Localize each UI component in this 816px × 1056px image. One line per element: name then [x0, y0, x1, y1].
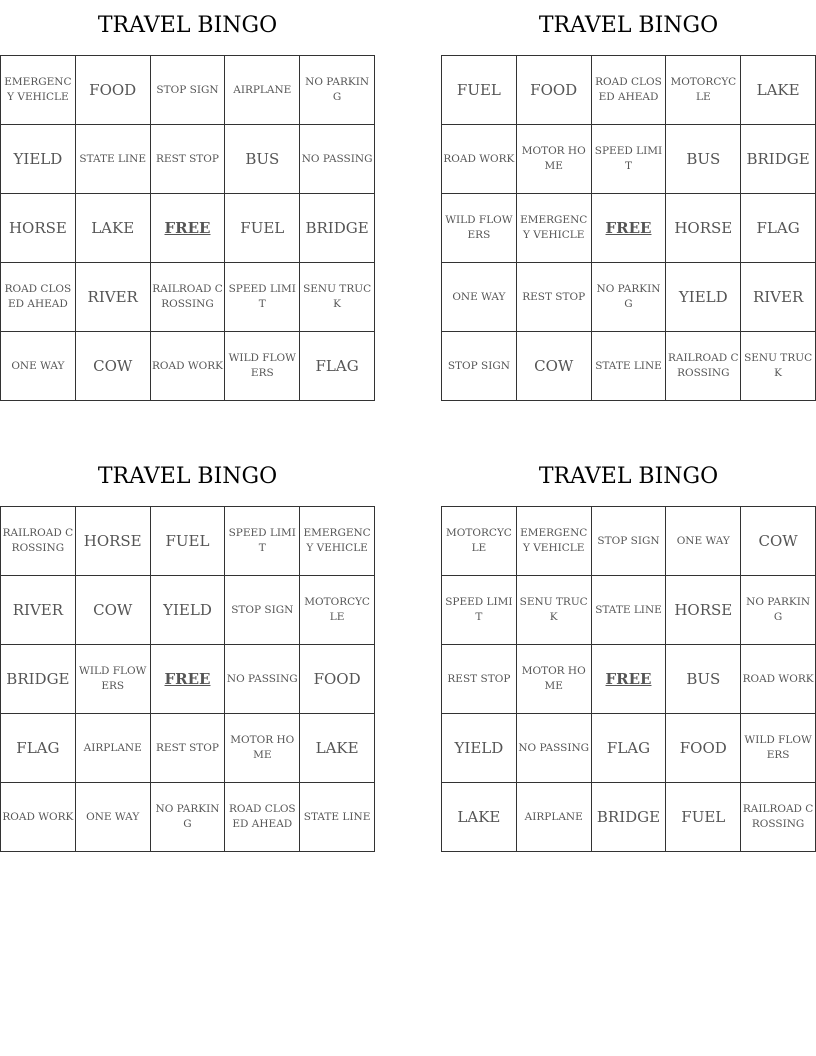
bingo-cell-label: BRIDGE	[305, 218, 369, 237]
bingo-cell	[516, 645, 591, 714]
bingo-cell-label: ROAD CLOSED AHEAD	[595, 76, 662, 103]
bingo-cell	[516, 714, 591, 783]
bingo-cell	[150, 332, 225, 401]
bingo-row	[442, 56, 816, 125]
bingo-cell	[442, 194, 517, 263]
bingo-cell	[591, 332, 666, 401]
bingo-cell	[300, 576, 375, 645]
bingo-cell	[300, 645, 375, 714]
bingo-cell-label: ROAD CLOSED AHEAD	[4, 283, 72, 310]
bingo-cell-label: MOTOR HOME	[521, 665, 586, 692]
bingo-cell	[1, 194, 76, 263]
bingo-cell	[150, 645, 225, 714]
bingo-cell	[442, 263, 517, 332]
bingo-cell-label: STOP SIGN	[597, 534, 660, 547]
bingo-row	[1, 194, 375, 263]
bingo-cell	[300, 125, 375, 194]
bingo-cell	[741, 783, 816, 852]
bingo-cell	[75, 714, 150, 783]
bingo-cell	[300, 332, 375, 401]
free-space-label: FREE	[605, 218, 652, 237]
bingo-grid	[0, 55, 375, 401]
bingo-row	[442, 576, 816, 645]
card-title: TRAVEL BINGO	[538, 13, 719, 38]
bingo-cell	[75, 332, 150, 401]
bingo-cell-label: YIELD	[454, 738, 504, 757]
bingo-cell-label: COW	[758, 531, 798, 550]
bingo-cell-label: LAKE	[457, 807, 501, 826]
bingo-cell	[442, 507, 517, 576]
bingo-cell-label: SPEED LIMIT	[445, 596, 513, 623]
bingo-cell-label: NO PARKING	[596, 283, 661, 310]
bingo-cell	[442, 714, 517, 783]
bingo-cell	[741, 645, 816, 714]
bingo-cell-label: FUEL	[456, 80, 501, 99]
bingo-cell-label: MOTOR HOME	[521, 145, 586, 172]
bingo-cell	[300, 194, 375, 263]
bingo-cell-label: RAILROAD CROSSING	[152, 283, 223, 310]
bingo-cell-label: AIRPLANE	[233, 83, 292, 96]
bingo-cell-label: FUEL	[165, 531, 210, 550]
bingo-cell-label: REST STOP	[447, 672, 511, 685]
bingo-cell-label: SPEED LIMIT	[228, 283, 296, 310]
bingo-cell-label: REST STOP	[156, 152, 219, 165]
bingo-cell-label: LAKE	[756, 80, 800, 99]
bingo-cell	[442, 645, 517, 714]
bingo-cell-label: EMERGENCY VEHICLE	[4, 76, 72, 103]
bingo-cell-label: YIELD	[13, 149, 63, 168]
bingo-cell	[442, 783, 517, 852]
bingo-row	[1, 783, 375, 852]
bingo-cell	[225, 645, 300, 714]
bingo-row	[1, 714, 375, 783]
bingo-cell	[666, 714, 741, 783]
bingo-cell	[741, 194, 816, 263]
bingo-cell	[666, 507, 741, 576]
bingo-cell-label: EMERGENCY VEHICLE	[303, 527, 371, 554]
bingo-cell	[741, 714, 816, 783]
bingo-cell-label: LAKE	[91, 218, 135, 237]
bingo-cell	[591, 56, 666, 125]
bingo-row	[442, 194, 816, 263]
bingo-cell-label: RIVER	[752, 287, 804, 306]
bingo-cell-label: AIRPLANE	[524, 810, 583, 823]
bingo-cell-label: MOTOR HOME	[230, 734, 295, 761]
bingo-row	[442, 645, 816, 714]
bingo-cell	[75, 56, 150, 125]
bingo-cell-label: ROAD WORK	[742, 672, 814, 685]
bingo-cell-label: COW	[534, 356, 574, 375]
bingo-cell-label: RAILROAD CROSSING	[2, 527, 74, 554]
bingo-cell	[666, 645, 741, 714]
bingo-cell-label: SPEED LIMIT	[594, 145, 663, 172]
bingo-cell-label: HORSE	[674, 218, 733, 237]
bingo-cell	[1, 645, 76, 714]
bingo-cell-label: FLAG	[315, 356, 359, 375]
bingo-row	[442, 263, 816, 332]
bingo-cell-label: MOTORCYCLE	[304, 596, 370, 623]
card-title: TRAVEL BINGO	[97, 13, 278, 38]
bingo-cell-label: ONE WAY	[86, 810, 140, 823]
bingo-cell	[516, 56, 591, 125]
bingo-cell	[300, 56, 375, 125]
bingo-cell	[150, 714, 225, 783]
bingo-cell-label: STATE LINE	[595, 603, 662, 616]
bingo-cell-label: YIELD	[678, 287, 728, 306]
bingo-card-4	[441, 451, 816, 852]
bingo-cell	[666, 194, 741, 263]
bingo-cell-label: RAILROAD CROSSING	[668, 352, 739, 379]
bingo-cell-label: COW	[93, 600, 133, 619]
bingo-cell	[741, 507, 816, 576]
bingo-cell-label: WILD FLOWERS	[228, 352, 296, 379]
bingo-cell-label: ONE WAY	[11, 359, 65, 372]
bingo-row	[442, 714, 816, 783]
bingo-cell-label: SENU TRUCK	[744, 352, 813, 379]
bingo-cell	[75, 125, 150, 194]
bingo-cell	[225, 576, 300, 645]
free-space-label: FREE	[164, 669, 211, 688]
bingo-cell	[1, 714, 76, 783]
bingo-cell-label: RIVER	[87, 287, 138, 306]
bingo-cell	[225, 263, 300, 332]
bingo-cell	[225, 56, 300, 125]
bingo-cell	[666, 56, 741, 125]
bingo-cell-label: ROAD WORK	[151, 359, 223, 372]
bingo-cell	[225, 714, 300, 783]
bingo-cell-label: FOOD	[679, 738, 727, 757]
bingo-cell	[75, 783, 150, 852]
bingo-cell	[741, 263, 816, 332]
bingo-cell-label: STOP SIGN	[447, 359, 510, 372]
bingo-row	[1, 576, 375, 645]
bingo-cell-label: MOTORCYCLE	[670, 76, 737, 103]
bingo-row	[442, 332, 816, 401]
bingo-cell	[225, 783, 300, 852]
bingo-cell	[75, 576, 150, 645]
bingo-cell-label: NO PARKING	[155, 803, 220, 830]
bingo-cell-label: STATE LINE	[595, 359, 662, 372]
bingo-row	[442, 783, 816, 852]
bingo-cell	[516, 507, 591, 576]
bingo-cell	[75, 507, 150, 576]
bingo-cell	[1, 125, 76, 194]
bingo-cell	[225, 194, 300, 263]
bingo-cell	[300, 783, 375, 852]
bingo-cell	[225, 125, 300, 194]
bingo-cell-label: FOOD	[313, 669, 361, 688]
bingo-cell	[591, 645, 666, 714]
bingo-cell	[1, 263, 76, 332]
bingo-cell	[516, 125, 591, 194]
bingo-cell	[442, 125, 517, 194]
bingo-cell-label: STOP SIGN	[156, 83, 219, 96]
bingo-cell	[1, 783, 76, 852]
bingo-cell-label: WILD FLOWERS	[79, 665, 147, 692]
bingo-cell	[150, 56, 225, 125]
bingo-card-1	[0, 0, 375, 401]
bingo-cell-label: FUEL	[681, 807, 726, 826]
bingo-cell	[442, 332, 517, 401]
bingo-cell-label: STATE LINE	[79, 152, 146, 165]
bingo-cell-label: ROAD CLOSED AHEAD	[228, 803, 296, 830]
bingo-cell	[591, 576, 666, 645]
bingo-cell-label: EMERGENCY VEHICLE	[520, 214, 588, 241]
bingo-cell	[300, 714, 375, 783]
bingo-row	[442, 125, 816, 194]
bingo-cell	[591, 194, 666, 263]
bingo-cell-label: BRIDGE	[596, 807, 661, 826]
bingo-cell	[591, 714, 666, 783]
card-title: TRAVEL BINGO	[538, 464, 719, 489]
bingo-cell	[150, 783, 225, 852]
bingo-cell-label: HORSE	[83, 531, 142, 550]
bingo-cell	[1, 576, 76, 645]
bingo-cell	[442, 576, 517, 645]
bingo-cell	[516, 332, 591, 401]
bingo-cell	[741, 332, 816, 401]
bingo-cell-label: LAKE	[315, 738, 359, 757]
bingo-cell-label: NO PASSING	[226, 672, 298, 685]
free-space-label: FREE	[164, 218, 211, 237]
bingo-cell-label: SENU TRUCK	[303, 283, 372, 310]
bingo-cell-label: HORSE	[674, 600, 733, 619]
bingo-cell	[516, 783, 591, 852]
bingo-cell	[591, 263, 666, 332]
bingo-cell-label: WILD FLOWERS	[445, 214, 513, 241]
bingo-cell	[150, 263, 225, 332]
bingo-cell	[516, 194, 591, 263]
bingo-cell-label: BRIDGE	[746, 149, 810, 168]
bingo-cell-label: ROAD WORK	[443, 152, 515, 165]
bingo-cell	[75, 645, 150, 714]
bingo-cell	[516, 263, 591, 332]
bingo-cell-label: FLAG	[16, 738, 60, 757]
bingo-cell-label: MOTORCYCLE	[446, 527, 512, 554]
bingo-cell	[591, 125, 666, 194]
bingo-cell-label: FOOD	[89, 80, 137, 99]
bingo-cell-label: STATE LINE	[303, 810, 371, 823]
bingo-cell-label: BRIDGE	[6, 669, 70, 688]
bingo-cell	[1, 332, 76, 401]
bingo-row	[1, 125, 375, 194]
bingo-cell-label: YIELD	[163, 600, 212, 619]
bingo-cell-label: ROAD WORK	[2, 810, 74, 823]
bingo-cell	[666, 576, 741, 645]
bingo-cell	[591, 507, 666, 576]
bingo-cell	[150, 125, 225, 194]
bingo-cell	[442, 56, 517, 125]
bingo-card-3	[0, 451, 375, 852]
bingo-cell-label: FUEL	[240, 218, 285, 237]
bingo-cell-label: HORSE	[8, 218, 67, 237]
bingo-cell-label: FOOD	[530, 80, 578, 99]
bingo-cell-label: BUS	[686, 669, 721, 688]
bingo-cell	[150, 194, 225, 263]
bingo-grid	[441, 506, 816, 852]
bingo-cell	[516, 576, 591, 645]
bingo-cell	[225, 332, 300, 401]
bingo-cell-label: COW	[93, 356, 133, 375]
bingo-cell	[75, 263, 150, 332]
bingo-cell-label: RAILROAD CROSSING	[742, 803, 814, 830]
bingo-cell-label: NO PARKING	[746, 596, 811, 623]
bingo-cell	[300, 263, 375, 332]
bingo-cell-label: BUS	[245, 149, 280, 168]
bingo-cell-label: EMERGENCY VEHICLE	[520, 527, 588, 554]
bingo-grid	[441, 55, 816, 401]
bingo-cell-label: ONE WAY	[452, 290, 506, 303]
bingo-cell-label: REST STOP	[156, 741, 219, 754]
bingo-cell-label: ONE WAY	[676, 534, 730, 547]
bingo-cell	[150, 576, 225, 645]
bingo-cell-label: RIVER	[12, 600, 64, 619]
bingo-cell-label: NO PASSING	[301, 152, 373, 165]
bingo-cell-label: FLAG	[756, 218, 800, 237]
bingo-cell-label: SENU TRUCK	[519, 596, 588, 623]
bingo-cell-label: SPEED LIMIT	[228, 527, 296, 554]
bingo-cell	[666, 263, 741, 332]
bingo-cell	[591, 783, 666, 852]
bingo-cell-label: AIRPLANE	[83, 741, 142, 754]
bingo-grid	[0, 506, 375, 852]
bingo-cell	[741, 125, 816, 194]
bingo-row	[1, 263, 375, 332]
bingo-cell-label: NO PARKING	[305, 76, 370, 103]
bingo-cell	[1, 507, 76, 576]
bingo-row	[1, 332, 375, 401]
bingo-cell-label: REST STOP	[522, 290, 586, 303]
bingo-cell-label: WILD FLOWERS	[744, 734, 812, 761]
bingo-cell	[75, 194, 150, 263]
bingo-cell	[300, 507, 375, 576]
bingo-cell	[666, 783, 741, 852]
bingo-cell	[741, 576, 816, 645]
bingo-cell-label: FLAG	[606, 738, 651, 757]
bingo-cell	[741, 56, 816, 125]
bingo-cell-label: BUS	[686, 149, 721, 168]
bingo-row	[1, 645, 375, 714]
bingo-row	[442, 507, 816, 576]
bingo-cell	[666, 125, 741, 194]
bingo-cell-label: NO PASSING	[518, 741, 590, 754]
bingo-cell	[225, 507, 300, 576]
bingo-row	[1, 56, 375, 125]
bingo-cell-label: STOP SIGN	[231, 603, 294, 616]
card-title: TRAVEL BINGO	[97, 464, 278, 489]
bingo-cell	[666, 332, 741, 401]
bingo-card-2	[441, 0, 816, 401]
bingo-cell	[150, 507, 225, 576]
free-space-label: FREE	[605, 669, 652, 688]
bingo-row	[1, 507, 375, 576]
bingo-cell	[1, 56, 76, 125]
